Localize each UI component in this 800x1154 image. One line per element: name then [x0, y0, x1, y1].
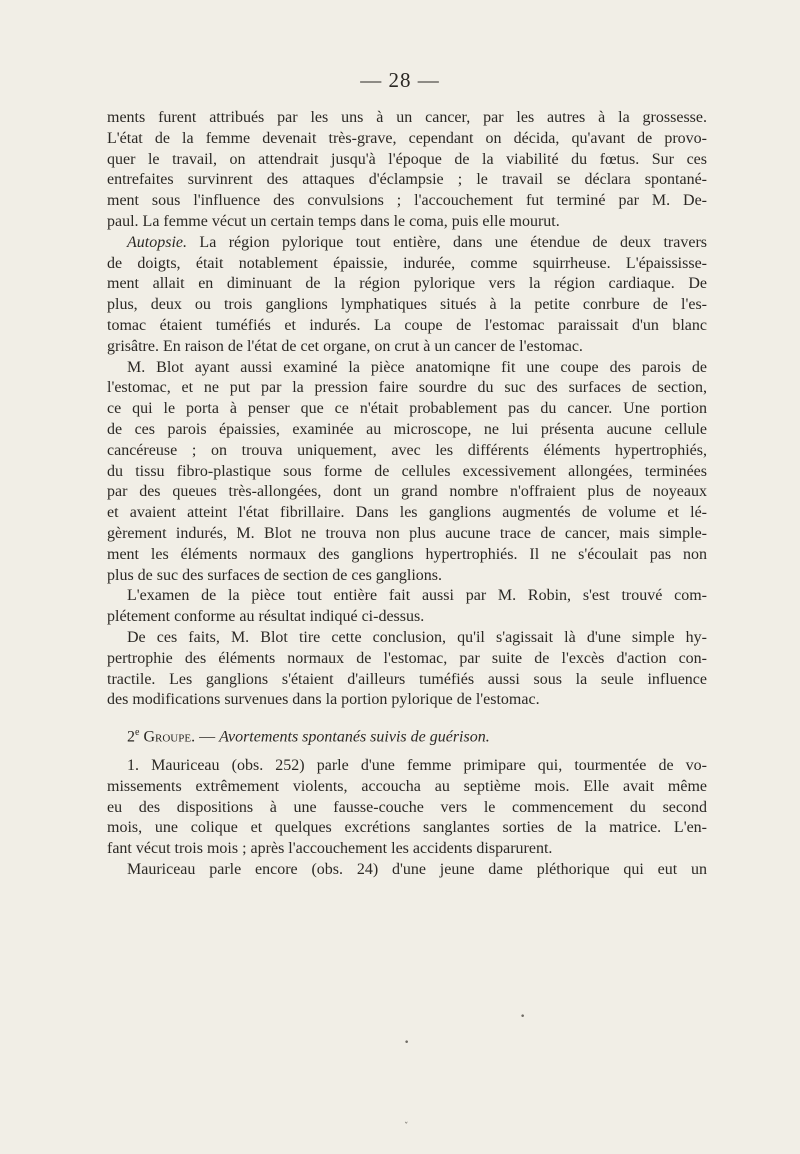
text-line: De ces faits, M. Blot tire cette conclusion, qu'il s'agissait là d'une simple hy- — [127, 628, 707, 646]
text-line: ce qui le porta à penser que ce n'était probablement pas du cancer. Une portion — [107, 400, 707, 418]
autopsie-heading: Autopsie. — [127, 233, 187, 251]
section-dash: — — [195, 728, 220, 746]
text-line: de doigts, était notablement épaissie, indurée, comme squirrheuse. L'épaississe- — [107, 254, 707, 272]
paper-speck: • — [520, 1012, 526, 1022]
section-heading — [107, 723, 707, 744]
paragraph — [107, 756, 707, 860]
text-line: ment allait en diminuant de la région pylorique vers la région cardiaque. De — [107, 275, 707, 293]
section-superscript: e — [135, 727, 140, 739]
text-line: L'état de la femme devenait très-grave, cependant on décida, qu'avant de provo- — [107, 129, 707, 147]
paper-speck: • — [404, 1038, 410, 1048]
text-line: ment les éléments normaux des ganglions hypertrophiés. Il ne s'écoulait pas non — [107, 545, 707, 563]
text-line: et avaient atteint l'état fibrillaire. Dans les ganglions augmentés de volume et lé- — [107, 504, 707, 522]
text-line: eu des dispositions à une fausse-couche vers le commencement du second — [107, 798, 707, 816]
section-label: Groupe. — [143, 728, 196, 746]
paragraph — [107, 628, 707, 711]
paragraph — [107, 860, 707, 881]
text-line: ment sous l'influence des convulsions ; l'accouchement fut terminé par M. De- — [107, 192, 707, 210]
text-span: La région pylorique tout entière, dans une étendue de deux travers — [187, 233, 707, 251]
text-line: pertrophie des éléments normaux de l'estomac, par suite de l'excès d'action con- — [107, 649, 707, 667]
text-line: cancéreuse ; on trouva uniquement, avec les différents éléments hypertrophiés, — [107, 441, 707, 459]
section-title: Avortements spontanés suivis de guérison. — [219, 728, 490, 746]
text-line: tractile. Les ganglions s'étaient d'ailleurs tuméfiés aussi sous la seule influence — [107, 670, 707, 688]
text-line: grisâtre. En raison de l'état de cet organe, on crut à un cancer de l'estomac. — [107, 337, 583, 355]
text-line: du tissu fibro-plastique sous forme de cellules excessivement allongées, terminées — [107, 462, 707, 480]
text-line: paul. La femme vécut un certain temps dans le coma, puis elle mourut. — [107, 212, 560, 230]
paragraph — [107, 358, 707, 587]
text-line: L'examen de la pièce tout entière fait aussi par M. Robin, s'est trouvé com- — [127, 587, 707, 605]
text-line: plétement conforme au résultat indiqué ci-dessus. — [107, 608, 425, 626]
text-line: de ces parois épaissies, examinée au microscope, ne lui présenta aucune cellule — [107, 420, 707, 438]
page-number: — 28 — — [360, 68, 440, 92]
text-line: mois, une colique et quelques excrétions sanglantes sorties de la matrice. L'en- — [107, 819, 707, 837]
text-line: ments furent attribués par les uns à un cancer, par les autres à la grossesse. — [107, 109, 707, 126]
text-line: tomac étaient tuméfiés et indurés. La coupe de l'estomac paraissait d'un blanc — [107, 316, 707, 334]
text-line: l'estomac, et ne put par la pression faire sourdre du suc des surfaces de section, — [107, 379, 707, 397]
paragraph — [107, 108, 707, 233]
text-line: fant vécut trois mois ; après l'accouchement les accidents disparurent. — [107, 840, 553, 858]
paper-speck: ˇ — [404, 1122, 409, 1132]
text-line: 1. Mauriceau (obs. 252) parle d'une femme primipare qui, tourmentée de vo- — [127, 756, 707, 774]
text-line: gèrement indurés, M. Blot ne trouva non plus aucune trace de cancer, mais simple- — [107, 524, 707, 542]
text-line: des modifications survenues dans la portion pylorique de l'estomac. — [107, 691, 540, 709]
text-line — [107, 233, 707, 254]
text-line: M. Blot ayant aussi examiné la pièce anatomiqne fit une coupe des parois de — [127, 358, 707, 376]
section-number: 2 — [127, 728, 135, 746]
text-line: entrefaites survinrent des attaques d'éclampsie ; le travail se déclara spontané- — [107, 171, 707, 189]
body-text — [107, 108, 707, 881]
text-line: par des queues très-allongées, dont un grand nombre n'offraient plus de noyeaux — [107, 483, 707, 501]
text-line: missements extrêmement violents, accoucha au septième mois. Elle avait même — [107, 777, 707, 795]
text-line: quer le travail, on attendrait jusqu'à l'époque de la viabilité du fœtus. Sur ces — [107, 150, 707, 168]
text-line: plus de suc des surfaces de section de ces ganglions. — [107, 566, 443, 584]
text-line: Mauriceau parle encore (obs. 24) d'une jeune dame pléthorique qui eut un — [127, 860, 707, 878]
paragraph — [107, 586, 707, 628]
paragraph-autopsie — [107, 233, 707, 358]
text-line: plus, deux ou trois ganglions lymphatiques situés à la petite conrbure de l'es- — [107, 296, 707, 314]
